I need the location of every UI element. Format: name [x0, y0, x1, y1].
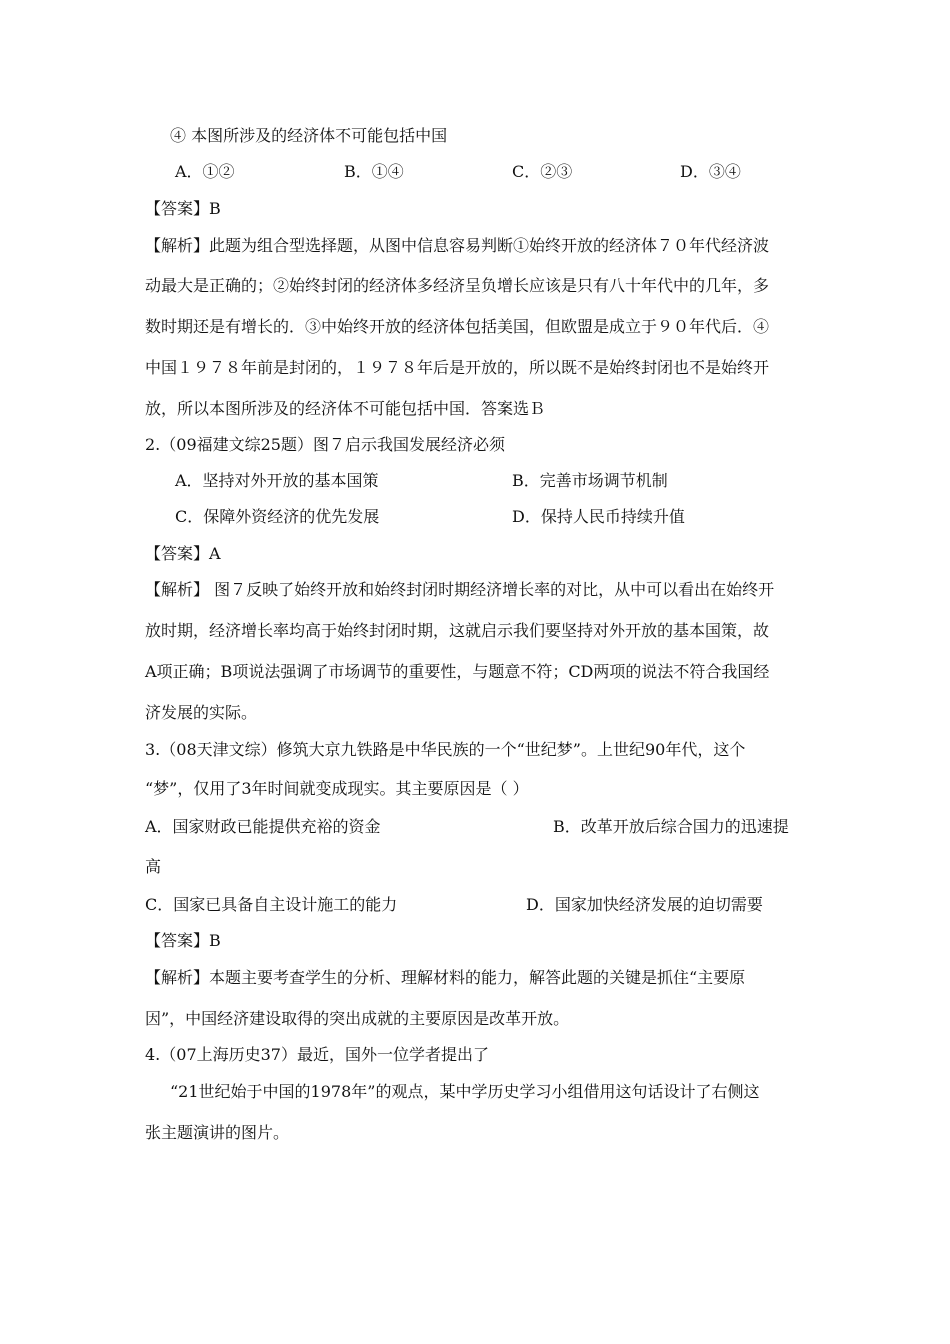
q1-analysis-line: 数时期还是有增长的．③中始终开放的经济体包括美国，但欧盟是成立于９０年代后．④ — [145, 317, 770, 336]
q2-analysis-line: 放时期，经济增长率均高于始终封闭时期，这就启示我们要坚持对外开放的基本国策，故 — [145, 621, 770, 640]
q2-option-a: A．坚持对外开放的基本国策 — [175, 471, 379, 490]
q2-option-c: C．保障外资经济的优先发展 — [175, 507, 380, 526]
q1-answer: 【答案】B — [145, 199, 221, 218]
q1-analysis-line: 放，所以本图所涉及的经济体不可能包括中国．答案选Ｂ — [145, 399, 546, 418]
q2-answer: 【答案】A — [145, 544, 221, 563]
q3-option-b: B．改革开放后综合国力的迅速提 — [553, 817, 789, 836]
q3-option-d: D．国家加快经济发展的迫切需要 — [526, 895, 763, 914]
q2-analysis-line: A项正确；B项说法强调了市场调节的重要性，与题意不符；CD两项的说法不符合我国经 — [145, 662, 770, 681]
q3-answer: 【答案】B — [145, 931, 221, 950]
q1-analysis-line: 【解析】此题为组合型选择题，从图中信息容易判断①始终开放的经济体７０年代经济波 — [145, 236, 770, 255]
q3-analysis-line: 因”，中国经济建设取得的突出成就的主要原因是改革开放。 — [145, 1009, 570, 1028]
q1-option-a: A．①② — [175, 162, 235, 181]
q1-option-c: C．②③ — [512, 162, 573, 181]
q1-analysis-line: 中国１９７８年前是封闭的，１９７８年后是开放的，所以既不是始终封闭也不是始终开 — [145, 358, 770, 377]
q4-body-line: “21世纪始于中国的1978年”的观点，某中学历史学习小组借用这句话设计了右侧这 — [170, 1082, 760, 1101]
q1-option-b: B．①④ — [344, 162, 404, 181]
q3-question-line: “梦”，仅用了3年时间就变成现实。其主要原因是（ ） — [145, 779, 529, 798]
q3-question-line: 3.（08天津文综）修筑大京九铁路是中华民族的一个“世纪梦”。上世纪90年代，这个 — [145, 740, 746, 759]
q1-option-d: D．③④ — [680, 162, 741, 181]
q3-option-c: C．国家已具备自主设计施工的能力 — [145, 895, 398, 914]
q3-option-b-wrap: 高 — [145, 857, 162, 876]
q3-analysis-line: 【解析】本题主要考查学生的分析、理解材料的能力，解答此题的关键是抓住“主要原 — [145, 968, 746, 987]
q2-option-b: B．完善市场调节机制 — [512, 471, 668, 490]
q4-body-line: 张主题演讲的图片。 — [145, 1123, 290, 1142]
q4-question: 4.（07上海历史37）最近，国外一位学者提出了 — [145, 1045, 489, 1064]
q2-analysis-line: 济发展的实际。 — [145, 703, 258, 722]
q1-statement-4: ④ 本图所涉及的经济体不可能包括中国 — [170, 126, 448, 145]
q3-option-a: A．国家财政已能提供充裕的资金 — [145, 817, 381, 836]
q2-option-d: D．保持人民币持续升值 — [512, 507, 685, 526]
q2-analysis-line: 【解析】 图７反映了始终开放和始终封闭时期经济增长率的对比，从中可以看出在始终开 — [145, 580, 775, 599]
q1-analysis-line: 动最大是正确的；②始终封闭的经济体多经济呈负增长应该是只有八十年代中的几年，多 — [145, 276, 770, 295]
q2-question: 2.（09福建文综25题）图７启示我国发展经济必须 — [145, 435, 505, 454]
